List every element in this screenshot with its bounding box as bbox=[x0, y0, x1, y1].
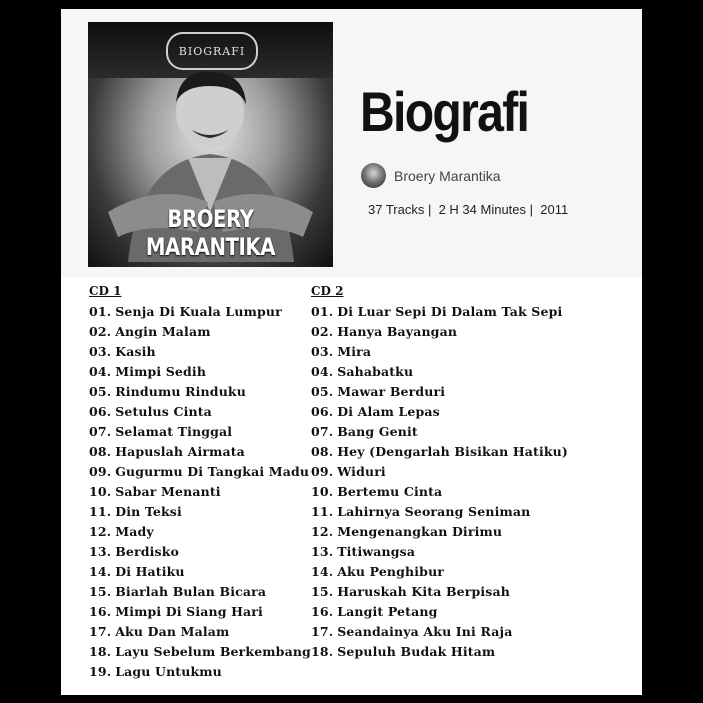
track-item[interactable] bbox=[89, 562, 301, 582]
track-number: 15. bbox=[311, 584, 334, 599]
track-number: 05. bbox=[89, 384, 112, 399]
track-title: Hey (Dengarlah Bisikan Hatiku) bbox=[337, 444, 568, 459]
album-frame bbox=[61, 9, 642, 695]
track-title: Din Teksi bbox=[115, 504, 182, 519]
track-item[interactable] bbox=[311, 602, 611, 622]
track-item[interactable] bbox=[311, 542, 611, 562]
track-title: Mimpi Di Siang Hari bbox=[115, 604, 263, 619]
track-title: Senja Di Kuala Lumpur bbox=[115, 304, 282, 319]
cd1-tracklist bbox=[89, 281, 311, 682]
track-item[interactable] bbox=[311, 462, 611, 482]
track-title: Widuri bbox=[337, 464, 386, 479]
track-number: 03. bbox=[311, 344, 334, 359]
track-title: Mimpi Sedih bbox=[115, 364, 207, 379]
track-title: Mady bbox=[115, 524, 154, 539]
track-item[interactable] bbox=[311, 442, 611, 462]
track-title: Haruskah Kita Berpisah bbox=[337, 584, 510, 599]
track-number: 09. bbox=[311, 464, 334, 479]
track-item[interactable] bbox=[311, 522, 611, 542]
track-item[interactable] bbox=[89, 382, 301, 402]
track-title: Aku Penghibur bbox=[337, 564, 445, 579]
track-number: 17. bbox=[311, 624, 334, 639]
track-item[interactable] bbox=[89, 302, 301, 322]
track-number: 14. bbox=[89, 564, 112, 579]
track-number: 18. bbox=[311, 644, 334, 659]
track-number: 10. bbox=[311, 484, 334, 499]
track-number: 06. bbox=[311, 404, 334, 419]
track-number: 12. bbox=[311, 524, 334, 539]
track-item[interactable] bbox=[89, 322, 301, 342]
track-number: 15. bbox=[89, 584, 112, 599]
track-item[interactable] bbox=[89, 542, 301, 562]
track-item[interactable] bbox=[311, 422, 611, 442]
track-number: 08. bbox=[311, 444, 334, 459]
track-number: 13. bbox=[311, 544, 334, 559]
track-title: Lagu Untukmu bbox=[115, 664, 222, 679]
track-item[interactable] bbox=[89, 502, 301, 522]
track-title: Mira bbox=[337, 344, 372, 359]
track-title: Biarlah Bulan Bicara bbox=[115, 584, 267, 599]
track-title: Hapuslah Airmata bbox=[115, 444, 245, 459]
cd1-heading: CD 1 bbox=[89, 284, 122, 298]
track-item[interactable] bbox=[311, 562, 611, 582]
track-item[interactable] bbox=[311, 302, 611, 322]
track-item[interactable] bbox=[311, 582, 611, 602]
track-item[interactable] bbox=[311, 362, 611, 382]
track-title: Sepuluh Budak Hitam bbox=[337, 644, 496, 659]
track-number: 14. bbox=[311, 564, 334, 579]
track-title: Setulus Cinta bbox=[115, 404, 212, 419]
track-number: 02. bbox=[311, 324, 334, 339]
track-title: Langit Petang bbox=[337, 604, 438, 619]
track-number: 17. bbox=[89, 624, 112, 639]
track-title: Gugurmu Di Tangkai Madu bbox=[115, 464, 310, 479]
track-title: Angin Malam bbox=[115, 324, 211, 339]
track-title: Bang Genit bbox=[337, 424, 418, 439]
track-item[interactable] bbox=[89, 402, 301, 422]
cd2-heading: CD 2 bbox=[311, 284, 344, 298]
track-item[interactable] bbox=[89, 662, 301, 682]
track-item[interactable] bbox=[89, 582, 301, 602]
track-number: 19. bbox=[89, 664, 112, 679]
track-number: 04. bbox=[89, 364, 112, 379]
track-item[interactable] bbox=[311, 622, 611, 642]
album-title: Biografi bbox=[360, 80, 529, 143]
track-item[interactable] bbox=[89, 422, 301, 442]
track-title: Bertemu Cinta bbox=[337, 484, 443, 499]
track-item[interactable] bbox=[311, 382, 611, 402]
track-item[interactable] bbox=[311, 402, 611, 422]
track-title: Seandainya Aku Ini Raja bbox=[337, 624, 513, 639]
track-number: 05. bbox=[311, 384, 334, 399]
track-title: Di Alam Lepas bbox=[337, 404, 440, 419]
cd2-tracks bbox=[311, 302, 611, 662]
artist-avatar bbox=[361, 163, 386, 188]
tracks-count: 37 Tracks bbox=[368, 202, 425, 217]
track-number: 11. bbox=[311, 504, 334, 519]
artist-link[interactable] bbox=[361, 163, 501, 188]
track-title: Berdisko bbox=[115, 544, 180, 559]
track-number: 16. bbox=[89, 604, 112, 619]
track-title: Mawar Berduri bbox=[337, 384, 446, 399]
track-item[interactable] bbox=[89, 462, 310, 482]
track-item[interactable] bbox=[89, 622, 301, 642]
track-title: Hanya Bayangan bbox=[337, 324, 458, 339]
track-title: Sahabatku bbox=[337, 364, 414, 379]
track-title: Aku Dan Malam bbox=[115, 624, 230, 639]
track-item[interactable] bbox=[311, 342, 611, 362]
track-number: 07. bbox=[311, 424, 334, 439]
track-number: 16. bbox=[311, 604, 334, 619]
track-item[interactable] bbox=[89, 602, 301, 622]
track-number: 12. bbox=[89, 524, 112, 539]
track-number: 01. bbox=[311, 304, 334, 319]
track-number: 18. bbox=[89, 644, 112, 659]
track-title: Layu Sebelum Berkembang bbox=[115, 644, 311, 659]
track-number: 01. bbox=[89, 304, 112, 319]
track-title: Di Hatiku bbox=[115, 564, 185, 579]
track-title: Kasih bbox=[115, 344, 156, 359]
cd2-tracklist bbox=[311, 281, 611, 662]
track-number: 07. bbox=[89, 424, 112, 439]
track-number: 11. bbox=[89, 504, 112, 519]
track-title: Di Luar Sepi Di Dalam Tak Sepi bbox=[337, 304, 563, 319]
track-item[interactable] bbox=[89, 522, 301, 542]
track-title: Selamat Tinggal bbox=[115, 424, 233, 439]
track-number: 09. bbox=[89, 464, 112, 479]
track-title: Rindumu Rinduku bbox=[115, 384, 246, 399]
track-title: Mengenangkan Dirimu bbox=[337, 524, 503, 539]
track-item[interactable] bbox=[89, 482, 301, 502]
track-item[interactable] bbox=[311, 322, 611, 342]
track-number: 02. bbox=[89, 324, 112, 339]
track-item[interactable] bbox=[311, 642, 611, 662]
cd1-tracks bbox=[89, 302, 311, 682]
album-year: 2011 bbox=[540, 202, 569, 217]
track-number: 06. bbox=[89, 404, 112, 419]
track-number: 03. bbox=[89, 344, 112, 359]
track-number: 08. bbox=[89, 444, 112, 459]
track-number: 10. bbox=[89, 484, 112, 499]
album-cover[interactable] bbox=[88, 22, 333, 267]
track-number: 13. bbox=[89, 544, 112, 559]
track-item[interactable] bbox=[89, 642, 311, 662]
track-title: Lahirnya Seorang Seniman bbox=[337, 504, 531, 519]
track-title: Sabar Menanti bbox=[115, 484, 221, 499]
track-number: 04. bbox=[311, 364, 334, 379]
album-meta: 37 Tracks | 2 H 34 Minutes | 2011 bbox=[368, 202, 569, 217]
track-item[interactable] bbox=[311, 502, 611, 522]
track-item[interactable] bbox=[311, 482, 611, 502]
track-item[interactable] bbox=[89, 342, 301, 362]
track-item[interactable] bbox=[89, 362, 301, 382]
badge-text: BIOGRAFI bbox=[178, 44, 246, 58]
track-title: Titiwangsa bbox=[337, 544, 416, 559]
album-duration: 2 H 34 Minutes bbox=[438, 202, 527, 217]
artist-name: Broery Marantika bbox=[394, 167, 501, 184]
track-item[interactable] bbox=[89, 442, 301, 462]
cover-artist-name: BROERY MARANTIKA bbox=[145, 205, 276, 261]
